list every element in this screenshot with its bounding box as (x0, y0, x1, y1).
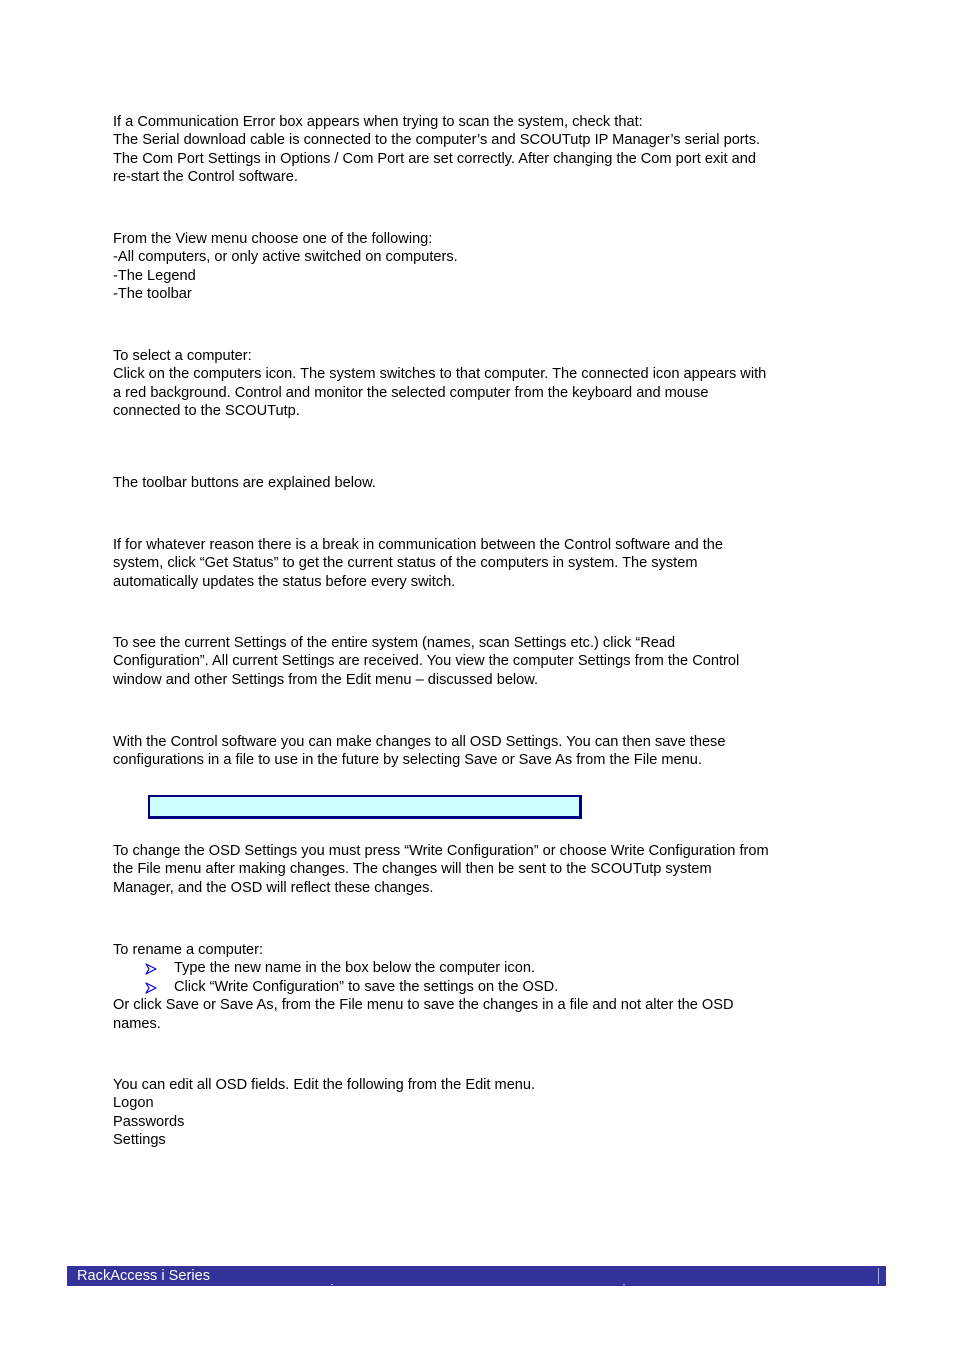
text-line: To rename a computer: (113, 942, 264, 958)
footer-bar (67, 1266, 886, 1286)
read-config-paragraph (113, 634, 843, 689)
edit-fields-paragraph (113, 1076, 843, 1150)
text-line: Configuration”. All current Settings are received. You view the computer Settings from the Control (113, 653, 740, 670)
text-line: system, click “Get Status” to get the current status of the computers in system. The system (113, 555, 698, 572)
text-line: Or click Save or Save As, from the File menu to save the changes in a file and not alter the OSD (113, 997, 734, 1014)
text-line: re-start the Control software. (113, 169, 298, 186)
note-box (148, 795, 582, 819)
text-line: -The toolbar (113, 286, 192, 303)
text-line: window and other Settings from the Edit menu – discussed below. (113, 671, 539, 688)
text-line: From the View menu choose one of the following: (113, 231, 433, 247)
bullet-text: Click “Write Configuration” to save the settings on the OSD. (174, 978, 559, 995)
view-menu-paragraph (113, 230, 843, 304)
arrow-bullet-icon (144, 978, 158, 996)
text-line: The Com Port Settings in Options / Com Port are set correctly. After changing the Com port exit and (113, 150, 756, 167)
text-line: a red background. Control and monitor the selected computer from the keyboard and mouse (113, 384, 709, 401)
text-line: You can edit all OSD fields. Edit the following from the Edit menu. (113, 1077, 536, 1093)
get-status-paragraph (113, 536, 843, 591)
text-line: Click on the computers icon. The system switches to that computer. The connected icon appears with (113, 366, 767, 383)
text-line: automatically updates the status before every switch. (113, 573, 456, 590)
arrow-bullet-icon (144, 959, 158, 977)
text-line: The toolbar buttons are explained below. (113, 475, 376, 491)
bullet-text: Type the new name in the box below the computer icon. (174, 960, 536, 977)
toolbar-paragraph (113, 474, 843, 492)
text-line: To change the OSD Settings you must press “Write Configuration” or choose Write Configuration from (113, 843, 769, 859)
comm-error-paragraph (113, 113, 843, 187)
osd-changes-paragraph (113, 733, 843, 770)
text-line: Manager, and the OSD will reflect these changes. (113, 879, 434, 896)
footer-divider (878, 1268, 879, 1284)
text-line: the File menu after making changes. The changes will then be sent to the SCOUTutp system (113, 861, 712, 878)
write-config-paragraph (113, 842, 843, 897)
text-line: Settings (113, 1132, 166, 1149)
text-line: With the Control software you can make changes to all OSD Settings. You can then save these (113, 734, 726, 750)
text-line: If a Communication Error box appears when trying to scan the system, check that: (113, 114, 643, 130)
text-line: To select a computer: (113, 348, 252, 364)
text-line: configurations in a file to use in the future by selecting Save or Save As from the File menu. (113, 752, 702, 769)
text-line: Logon (113, 1095, 154, 1112)
text-line: Passwords (113, 1113, 185, 1130)
text-line: To see the current Settings of the entire system (names, scan Settings etc.) click “Read (113, 635, 676, 651)
footer-divider (623, 1284, 625, 1285)
rename-paragraph (113, 941, 843, 1033)
text-line: connected to the SCOUTutp. (113, 403, 300, 420)
bullet-item (113, 959, 843, 977)
bullet-item (113, 978, 843, 996)
footer-divider (331, 1284, 333, 1285)
text-line: names. (113, 1015, 161, 1032)
text-line: The Serial download cable is connected to the computer’s and SCOUTutp IP Manager’s serial ports. (113, 132, 761, 149)
text-line: If for whatever reason there is a break in communication between the Control software and the (113, 537, 724, 553)
footer-title: RackAccess i Series (77, 1268, 211, 1284)
text-line: -The Legend (113, 267, 196, 284)
text-line: -All computers, or only active switched on computers. (113, 249, 458, 266)
select-computer-paragraph (113, 347, 843, 421)
